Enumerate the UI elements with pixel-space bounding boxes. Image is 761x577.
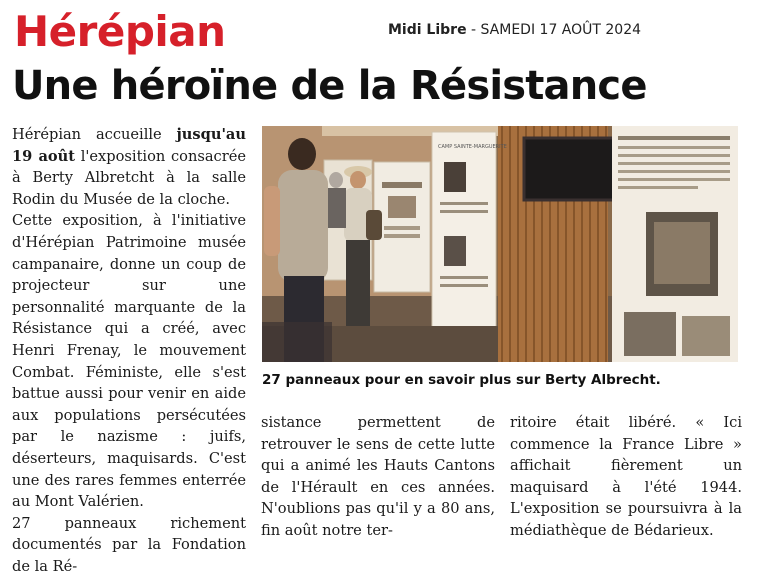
section-kicker: Hérépian [14,7,226,56]
paragraph-1 [12,124,246,210]
paragraph-1-emphasis: jusqu'au 19 août [12,126,246,165]
paragraph-1-text: Hérépian accueille [12,126,177,143]
paragraph-3-middle: sistance permettent de retrouver le sens de cette lutte qui a animé les Hauts Cantons de l'Hérault en ces années. N'oublions pas qu'il y a 80 ans, fin août notre ter- [261,414,495,539]
dateline [388,20,641,40]
article-headline: Une héroïne de la Résistance [12,63,647,109]
exhibition-photo-illustration [262,126,738,362]
paragraph-3-end: ritoire était libéré. « Ici commence la France Libre » affichait fièrement un maquisard à l'été 1944. L'exposition se poursuivra à la médiathèque de Bédarieux. [510,414,742,539]
article-column-3 [510,412,742,542]
paragraph-3-start: 27 panneaux richement documentés par la Fondation de la Ré- [12,514,246,575]
paragraph-2: Cette exposition, à l'initiative d'Hérépian Patrimoine musée campanaire, donne un coup de projecteur sur une personnalité marquante de la Résistance qui a créé, avec Henri Frenay, le mouvement Combat. Féministe, elle s'est battue aussi pour venir en aide aux populations persécutées par le nazisme : juifs, déserteurs, maquisards. C'est une des rares femmes enterrée au Mont Valérien. [12,212,246,511]
article-column-1 [12,124,246,577]
exhibition-photo [262,126,738,362]
newspaper-name: Midi Libre [388,22,467,38]
article-column-2 [261,412,495,542]
panel-title: CAMP SAINTE-MARGUERITE [438,144,507,150]
paragraph-1-text-end: l'exposition consacrée à Berty Albretcht à la salle Rodin du Musée de la cloche. [12,147,246,208]
photo-caption: 27 panneaux pour en savoir plus sur Berty Albrecht. [262,372,661,388]
publication-date: - SAMEDI 17 AOÛT 2024 [466,22,642,38]
